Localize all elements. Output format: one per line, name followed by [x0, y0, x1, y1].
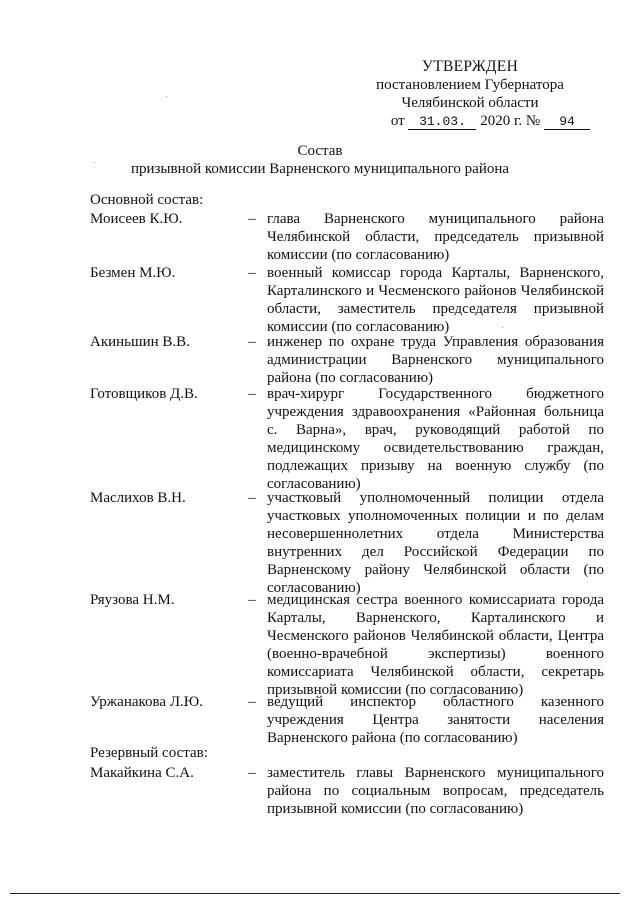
heading-line-2: призывной комиссии Варненского муниципального района	[130, 161, 510, 177]
scan-speck	[94, 162, 95, 163]
member-role: глава Варненского муниципального района Челябинской области, председатель призывной комиссии (по согласованию)	[267, 211, 604, 263]
member-dash: –	[248, 334, 256, 350]
decree-date: 31.03.	[408, 115, 476, 130]
member-role: медицинская сестра военного комиссариата города Карталы, Варненского, Карталинского и Чесменского районов Челябинской области, Центра (военно-врачебной экспертизы) военного комиссариата Челябинской области, секретарь призывной комиссии (по согласованию)	[267, 592, 604, 698]
member-dash: –	[248, 592, 256, 608]
member-dash: –	[248, 265, 256, 281]
heading-line-1: Состав	[297, 143, 343, 159]
member-name: Акиньшин В.В.	[90, 334, 190, 350]
member-dash: –	[248, 765, 256, 781]
member-dash: –	[248, 386, 256, 402]
footer-rule	[10, 893, 620, 894]
member-name: Ряузова Н.М.	[90, 592, 175, 608]
member-name: Моисеев К.Ю.	[90, 211, 183, 227]
member-name: Маслихов В.Н.	[90, 490, 186, 506]
member-role: заместитель главы Варненского муниципального района по социальным вопросам, председатель призывной комиссии (по согласованию)	[267, 765, 604, 817]
date-prefix: от	[390, 113, 405, 129]
main-section-title: Основной состав:	[90, 192, 204, 208]
scan-speck	[166, 96, 167, 97]
approval-line-2: Челябинской области	[401, 95, 539, 111]
member-dash: –	[248, 490, 256, 506]
approval-date-line	[350, 112, 590, 130]
member-role: участковый уполномоченный полиции отдела участковых уполномоченных полиции и по делам несовершеннолетних отдела Министерства внутренних дел Российской Федерации по Варненскому району Челябинской области (по согласованию)	[267, 490, 604, 596]
member-dash: –	[248, 211, 256, 227]
year-suffix: 2020 г. №	[480, 113, 541, 129]
approval-block	[350, 58, 590, 130]
member-role: ведущий инспектор областного казенного учреждения Центра занятости населения Варненского района (по согласованию)	[267, 694, 604, 746]
approval-line-1: постановлением Губернатора	[376, 77, 564, 93]
scan-speck	[502, 327, 503, 328]
member-role: военный комиссар города Карталы, Варненского, Карталинского и Чесменского районов Челябинской области, заместитель председателя призывной комиссии (по согласованию)	[267, 265, 604, 335]
member-name: Безмен М.Ю.	[90, 265, 176, 281]
member-name: Макайкина С.А.	[90, 765, 194, 781]
member-role: врач-хирург Государственного бюджетного учреждения здравоохранения «Районная больница с. Варна», врач, руководящий работой по медицинскому освидетельствованию граждан, подлежащих призыву на военную службу (по согласованию)	[267, 386, 604, 492]
decree-number: 94	[544, 115, 590, 130]
document-heading	[0, 142, 640, 178]
reserve-section-title: Резервный состав:	[90, 745, 208, 761]
member-role: инженер по охране труда Управления образования администрации Варненского муниципального района (по согласованию)	[267, 334, 604, 386]
member-name: Готовщиков Д.В.	[90, 386, 198, 402]
member-name: Уржанакова Л.Ю.	[90, 694, 203, 710]
member-dash: –	[248, 694, 256, 710]
approval-title: УТВЕРЖДЕН	[421, 58, 519, 75]
